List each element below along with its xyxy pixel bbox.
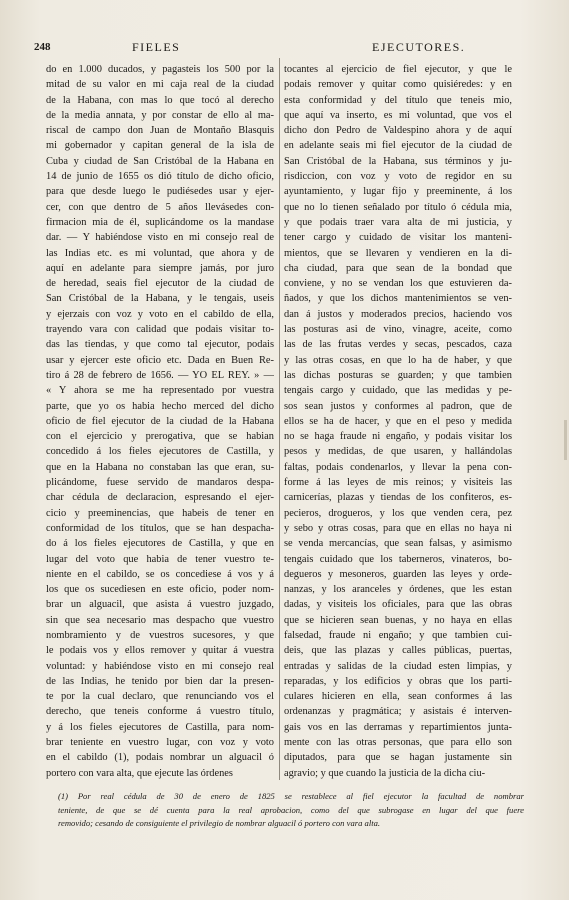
text-line: dan á justos y moderados precios, haciendo vos	[284, 308, 512, 320]
text-line: concedido á los fieles ejecutores de Castilla, y	[46, 446, 274, 458]
text-line: oficio de fiel ejecutor de la ciudad de la Habana	[46, 415, 274, 427]
text-line: para que desde luego le pudiésedes usar y ejer-	[46, 186, 274, 198]
text-line: de la media annata, y por constar de ello al ma-	[46, 109, 274, 121]
text-line: conformidad de los títulos, que se han despacha-	[46, 522, 274, 534]
page-edge-shadow	[564, 420, 567, 460]
text-line: cer, con que dentro de 5 años llevásedes con-	[46, 201, 274, 213]
text-line: char cédula de declaracion, espresando el ejer-	[46, 492, 274, 504]
text-line: tengais cargo y cuidado, que las medidas y pe-	[284, 385, 512, 397]
footnote-line: removido; cesando de consiguiente el privilegio de nombrar alguacil ó portero con vara alta.	[58, 818, 381, 828]
text-line: que se hicieren sean buenas, y no haya en ellas	[284, 614, 512, 626]
text-line: San Cristóbal de la Habana, y le tengais, useis	[46, 293, 274, 305]
text-line: de la Habana, con mas lo que tocó al derecho	[46, 94, 274, 106]
page-number: 248	[34, 41, 51, 53]
text-line: de las Indias, he tenido por bien dar la presen-	[46, 675, 274, 687]
text-line: y las otras cosas, en que lo ha de haber, y que	[284, 354, 512, 366]
text-line: entradas y salidas de la ciudad esten limpias, y	[284, 660, 512, 672]
text-line: se venda mercancías, que sean falsas, y asimismo	[284, 538, 512, 550]
text-line: las Indias etc. es mi voluntad, que ahora y de	[46, 247, 274, 259]
running-title-left: FIELES	[132, 40, 181, 54]
text-line: culares hicieren en ella, sean conformes á las	[284, 691, 512, 703]
text-line: sos sean justos y conformes al padron, que de	[284, 400, 512, 412]
text-line: de heredad, seais fiel ejecutor de la ciudad de	[46, 278, 274, 290]
text-line: las dichas posturas se guarden; y que tambien	[284, 369, 512, 381]
text-line: esta conformidad y del título que teneis mio,	[284, 94, 512, 106]
text-line: con el ejercicio y prerogativa, que se habian	[46, 431, 274, 443]
text-line: mitad de su valor en mi caja real de la ciudad	[46, 79, 274, 91]
text-line: mente con las otras personas, que para ello son	[284, 737, 512, 749]
text-line: ayuntamiento, y lugar fijo y preeminente, á los	[284, 186, 512, 198]
text-line: parte, que yo os habia hecho merced del dicho	[46, 400, 274, 412]
text-line: lugar del voto que habia de tener vuestro te-	[46, 553, 274, 565]
footnote-line: teniente, de que se dé cuenta para la real aprobacion, como del que subrogase en lugar del que fuere	[58, 804, 524, 815]
text-line: carnicerías, plazas y tiendas de los confiteros, es-	[284, 492, 512, 504]
text-line: sin que sea necesario mas despacho que vuestro	[46, 614, 274, 626]
text-line: aquí en adelante para siempre jamás, por juro	[46, 262, 274, 274]
text-line: ordenanzas y pragmática; y asistais é interven-	[284, 706, 512, 718]
text-line: podais remover y quitar como quisiéredes: y en	[284, 79, 512, 91]
text-line: riscal de campo don Juan de Montaño Blasquis	[46, 125, 274, 137]
text-line: do á los fieles ejecutores de Castilla, y que en	[46, 538, 274, 550]
running-title-right: EJECUTORES.	[372, 40, 466, 54]
text-line: deis, que las plazas y calles públicas, puertas,	[284, 645, 512, 657]
text-line: tocantes al ejercicio de fiel ejecutor, y que le	[284, 64, 512, 75]
text-line: que no lo tienen señalado por título ó cédula mia,	[284, 201, 512, 213]
text-line: tener cargo y cuidado de visitar los manteni-	[284, 232, 512, 244]
text-line: y ejerzais con voz y voto en el cabildo de ella,	[46, 308, 274, 320]
text-line: no se haga fraude ni engaño, y podais visitar los	[284, 431, 512, 443]
text-line: y sebo y otras cosas, para que en ellas no haya ni	[284, 522, 512, 534]
text-line: das las tiendas, y que como tal ejecutor, podais	[46, 339, 274, 351]
text-line: conviene, y no se vendan los que estuvieren da-	[284, 278, 512, 290]
text-line: plicándome, fuese servido de mandaros despa-	[46, 477, 274, 489]
text-line: mi gobernador y capitan general de la isla de	[46, 140, 274, 152]
text-line: en adelante seais mi fiel ejecutor de la ciudad de	[284, 140, 512, 152]
text-line: 14 de junio de 1655 os dió título de dicho oficio,	[46, 171, 274, 183]
text-line: forme á las leyes de mis reinos; y visiteis las	[284, 477, 512, 489]
text-line: voluntad: y habiéndose visto en mi consejo real	[46, 660, 274, 672]
text-line: degueros y mesoneros, guarden las leyes y orde-	[284, 568, 512, 580]
text-line: derecho, que teneis conforme á vuestro título,	[46, 706, 274, 718]
column-divider	[279, 58, 280, 780]
text-line: « Y ahora se me ha representado por vuestra	[46, 385, 274, 397]
right-text-column	[284, 62, 512, 781]
text-line: brar un alguacil, que asista á vuestro juzgado,	[46, 599, 274, 611]
text-line: que aquí va inserto, es mi voluntad, que vos el	[284, 109, 512, 121]
text-line: ellos se ha de hacer, y que en el peso y medida	[284, 415, 512, 427]
text-line: reparadas, y los edificios y obras que los parti-	[284, 675, 512, 687]
text-line: San Cristóbal de la Habana, sus términos y ju-	[284, 155, 512, 167]
text-line: y á los fieles ejecutores de Castilla, para nom-	[46, 721, 274, 733]
text-line: firmacion mia de él, suplicándome os la mandase	[46, 216, 274, 228]
text-line: diputados, para que se hagan justamente sin	[284, 752, 512, 764]
text-line: las de las frutas verdes y secas, pescados, caza	[284, 339, 512, 351]
text-line: que en la Habana no constaban las que eran, su-	[46, 461, 274, 473]
text-line: cha ciudad, para que sean de la bondad que	[284, 262, 512, 274]
text-line: dicho don Pedro de Valdespino ahora y de aquí	[284, 125, 512, 137]
text-line: tengais cuidado que los taberneros, vinateros, bo-	[284, 553, 512, 565]
text-line: le podais vos y ellos remover y quitar á vuestra	[46, 645, 274, 657]
text-line: las posturas asi de vino, vinagre, aceite, como	[284, 324, 512, 336]
left-text-column	[46, 62, 274, 781]
footnote-line: (1) Por real cédula de 30 de enero de 1825 se restablece al fiel ejecutor la facultad de nombrar	[58, 791, 524, 801]
text-line: risdiccion, con voz y voto de regidor en su	[284, 171, 512, 183]
text-line: los que os sucediesen en este oficio, poder nom-	[46, 584, 274, 596]
text-line: falsedad, fraude ni engaño; y que tambien cui-	[284, 629, 512, 641]
text-line: Cuba y ciudad de San Cristóbal de la Habana en	[46, 155, 274, 167]
running-head	[34, 40, 544, 56]
text-line: do en 1.000 ducados, y pagasteis los 500 por la	[46, 64, 274, 75]
text-line: brar teniente en vuestro lugar, con voz y voto	[46, 737, 274, 749]
text-line: portero con vara alta, que ejecute las órdenes	[46, 767, 233, 779]
text-line: tiro á 28 de febrero de 1656. — YO EL REY. » —	[46, 369, 274, 381]
text-line: mientos, que se llevaren y vendieren en la di-	[284, 247, 512, 259]
text-line: usar y ejercer este oficio etc. Dada en Buen Re-	[46, 354, 274, 366]
text-line: agravio; y que cuando la justicia de la dicha ciu-	[284, 767, 486, 779]
text-line: trayendo vara con calidad que podais visitar to-	[46, 324, 274, 336]
text-line: pesos y medidas, de que usaren, y hallándolas	[284, 446, 512, 458]
text-line: cicio y preeminencias, que habeis de tener en	[46, 507, 274, 519]
text-line: gais vos en las derramas y repartimientos junta-	[284, 721, 512, 733]
text-line: te por la cual declaro, que renunciando vos el	[46, 691, 274, 703]
text-line: niente en el cabildo, se os concediese á vos y á	[46, 568, 274, 580]
text-line: pecieros, drogueros, y los que venden cera, pez	[284, 507, 512, 519]
text-line: nanzas, y los aranceles y órdenes, que les estan	[284, 584, 512, 596]
text-line: faltas, podais condenarlos, y llevar la pena con-	[284, 461, 512, 473]
text-line: en el cabildo (1), podais nombrar un alguacil ó	[46, 752, 274, 764]
text-line: dadas, y visiteis los oficiales, para que las obras	[284, 599, 512, 611]
text-line: ñados, y que los dichos mantenimientos se ven-	[284, 293, 512, 305]
footnote	[58, 790, 524, 831]
text-line: nombramiento y de vuestros sucesores, y que	[46, 629, 274, 641]
text-line: dar. — Y habiéndose visto en mi consejo real de	[46, 232, 274, 244]
text-line: y que podais traer vara alta de mi justicia, y	[284, 216, 512, 228]
